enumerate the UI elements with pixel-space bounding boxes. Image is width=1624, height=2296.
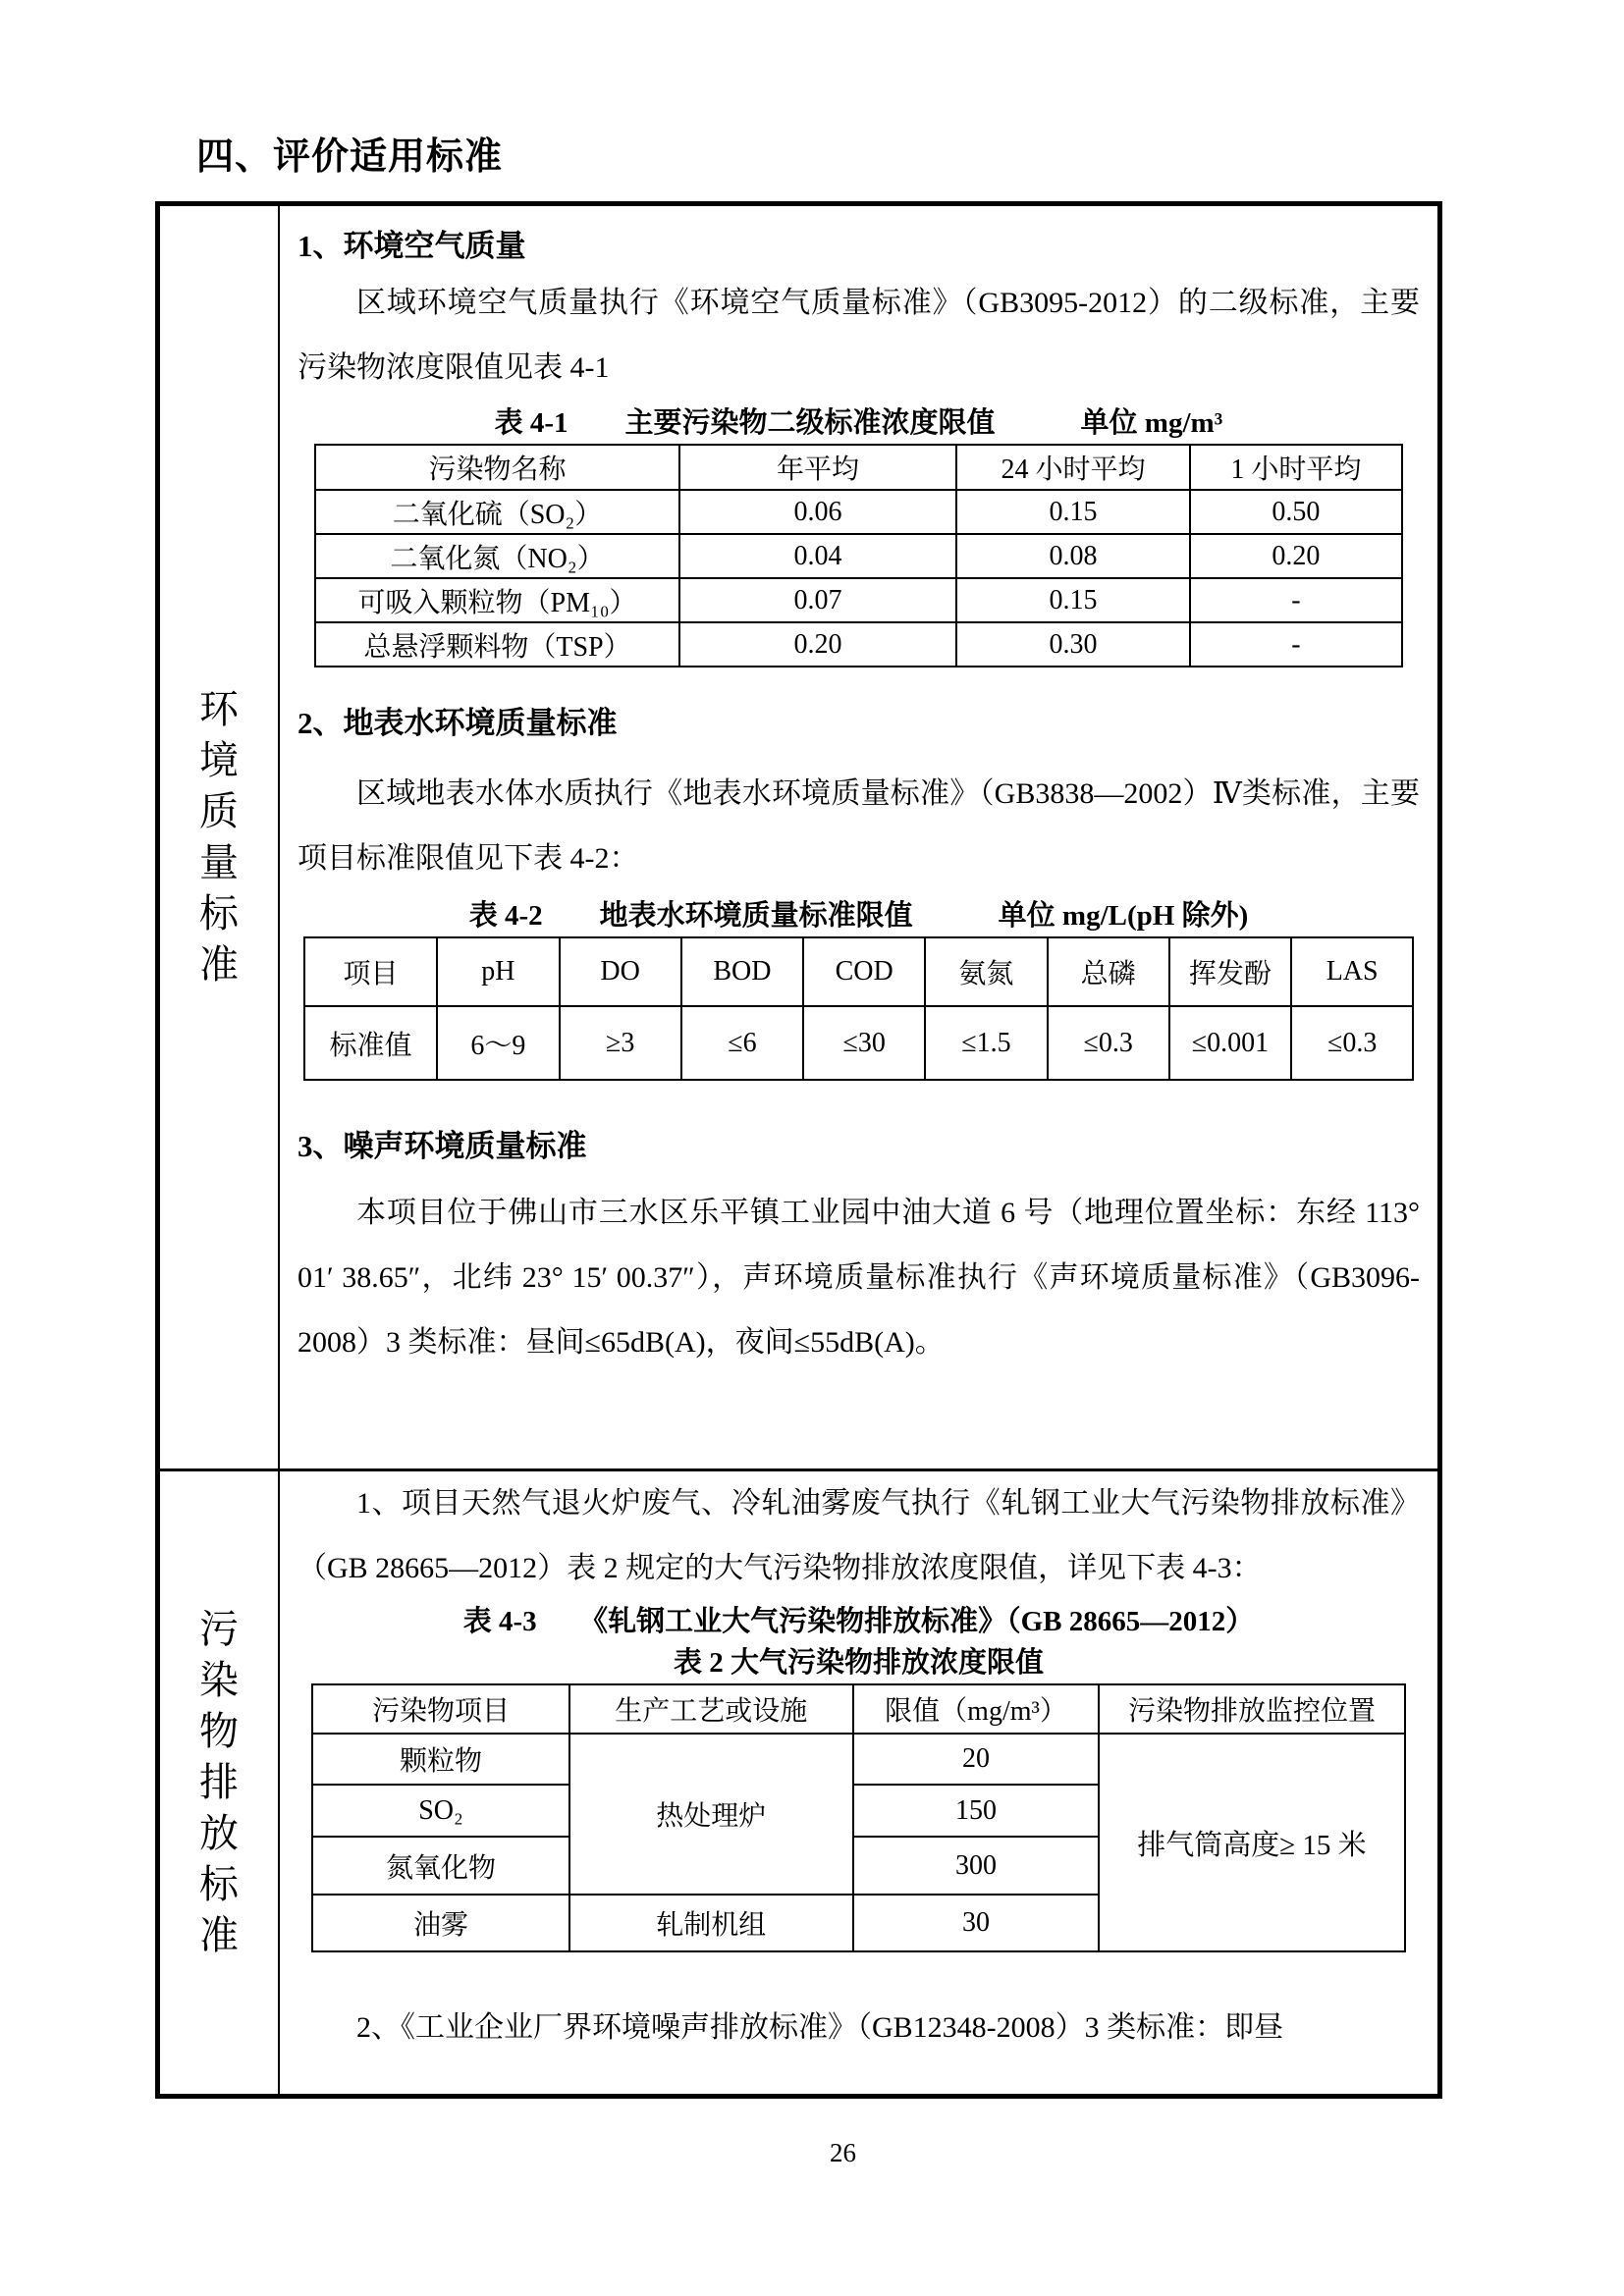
table-header-cell: pH: [437, 937, 559, 1006]
table-cell: 标准值: [304, 1006, 438, 1080]
table-row: [315, 490, 1402, 534]
table-header-cell: 年平均: [679, 445, 956, 490]
emission-paragraph-1: 1、项目天然气退火炉废气、冷轧油雾废气执行《轧钢工业大气污染物排放标准》（GB 28665—2012）表 2 规定的大气污染物排放浓度限值，详见下表 4-3：: [298, 1487, 1420, 1584]
table-cell: 氮氧化物: [312, 1837, 568, 1895]
table-header-cell: 24 小时平均: [956, 445, 1190, 490]
noise-quality-paragraph: 本项目位于佛山市三水区乐平镇工业园中油大道 6 号（地理位置坐标：东经 113° 01′ 38.65″，北纬 23° 15′ 00.37″），声环境质量标准执行《声环境质量标准》（GB3096-2008）3 类标准：昼间≤65dB(A)，夜间≤55dB(A)。: [298, 1197, 1420, 1359]
standards-outer-table: [155, 201, 1442, 2099]
table-row: [315, 622, 1402, 667]
table-cell: -: [1190, 578, 1402, 622]
table-cell: 0.06: [679, 490, 956, 534]
table-header-cell: 生产工艺或设施: [569, 1684, 853, 1734]
table-cell: 总悬浮颗料物（TSP）: [315, 622, 679, 667]
table-cell: 0.04: [679, 534, 956, 578]
table-cell: 20: [853, 1734, 1099, 1785]
table-4-3-caption-line2: 表 2 大气污染物排放浓度限值: [673, 1647, 1044, 1679]
table-header-cell: BOD: [681, 937, 803, 1006]
emission-label-cell: [160, 1471, 280, 2094]
table-cell: 30: [853, 1895, 1099, 1951]
table-4-3: [311, 1683, 1405, 1952]
table-row: [312, 1684, 1404, 1734]
table-cell: 0.08: [956, 534, 1190, 578]
table-header-cell: 氨氮: [925, 937, 1047, 1006]
water-quality-heading: 2、地表水环境质量标准: [298, 706, 618, 740]
table-cell: 0.50: [1190, 490, 1402, 534]
quality-label-cell: [160, 206, 280, 1468]
table-4-2: [303, 936, 1415, 1081]
table-4-3-caption-line1: 表 4-3 《轧钢工业大气污染物排放标准》（GB 28665—2012）: [462, 1606, 1255, 1637]
page-number: 26: [830, 2138, 856, 2167]
table-cell: ≤1.5: [925, 1006, 1047, 1080]
table-cell: 0.20: [1190, 534, 1402, 578]
table-row: [312, 1734, 1404, 1785]
table-cell: 300: [853, 1837, 1099, 1895]
table-cell: ≤0.3: [1291, 1006, 1413, 1080]
quality-section-label: 环境质量标准: [199, 687, 239, 987]
table-cell: 可吸入颗粒物（PM₁₀）: [315, 578, 679, 622]
table-cell: 0.15: [956, 578, 1190, 622]
quality-section-content: [280, 206, 1437, 1468]
table-row: [315, 534, 1402, 578]
table-header-cell: 项目: [304, 937, 438, 1006]
table-header-cell: 限值（mg/m³）: [853, 1684, 1099, 1734]
table-row: [304, 1006, 1414, 1080]
air-quality-heading: 1、环境空气质量: [298, 229, 526, 263]
table-cell: ≤0.3: [1048, 1006, 1169, 1080]
table-cell: 0.30: [956, 622, 1190, 667]
water-quality-paragraph: 区域地表水体水质执行《地表水环境质量标准》（GB3838—2002）Ⅳ类标准，主要项目标准限值见下表 4-2：: [298, 777, 1420, 875]
table-cell-monitor-position: 排气筒高度≥ 15 米: [1099, 1734, 1405, 1951]
noise-quality-heading: 3、噪声环境质量标准: [298, 1129, 587, 1163]
section-pollutant-emission: [160, 1471, 1437, 2094]
table-header-cell: 污染物排放监控位置: [1099, 1684, 1405, 1734]
table-header-cell: DO: [560, 937, 681, 1006]
table-cell: 0.07: [679, 578, 956, 622]
emission-section-label: 污染物排放标准: [199, 1607, 239, 1957]
table-cell: SO₂: [312, 1785, 568, 1837]
table-cell: ≤6: [681, 1006, 803, 1080]
page-title: 四、评价适用标准: [196, 136, 504, 178]
table-4-1-caption: 表 4-1 主要污染物二级标准浓度限值 单位 mg/m³: [494, 407, 1223, 439]
table-cell: 二氧化硫（SO₂）: [315, 490, 679, 534]
table-cell: ≤0.001: [1169, 1006, 1291, 1080]
table-4-1: [314, 444, 1403, 667]
table-cell: 150: [853, 1785, 1099, 1837]
table-cell: 颗粒物: [312, 1734, 568, 1785]
table-cell-facility-heat: 热处理炉: [569, 1734, 853, 1895]
table-header-cell: 污染物名称: [315, 445, 679, 490]
table-row: [315, 445, 1402, 490]
table-cell: 0.15: [956, 490, 1190, 534]
table-header-cell: 污染物项目: [312, 1684, 568, 1734]
table-row: [315, 578, 1402, 622]
table-header-cell: 1 小时平均: [1190, 445, 1402, 490]
emission-section-content: [280, 1471, 1437, 2094]
section-environmental-quality: [160, 206, 1437, 1471]
table-cell-facility-mill: 轧制机组: [569, 1895, 853, 1951]
table-cell: ≥3: [560, 1006, 681, 1080]
table-4-2-caption: 表 4-2 地表水环境质量标准限值 单位 mg/L(pH 除外): [468, 900, 1249, 932]
table-header-cell: COD: [803, 937, 925, 1006]
table-row: [304, 937, 1414, 1006]
table-cell: 二氧化氮（NO₂）: [315, 534, 679, 578]
table-header-cell: 挥发酚: [1169, 937, 1291, 1006]
table-header-cell: 总磷: [1048, 937, 1169, 1006]
table-cell: ≤30: [803, 1006, 925, 1080]
table-cell: 油雾: [312, 1895, 568, 1951]
table-header-cell: LAS: [1291, 937, 1413, 1006]
air-quality-paragraph: 区域环境空气质量执行《环境空气质量标准》（GB3095-2012）的二级标准，主要污染物浓度限值见表 4-1: [298, 287, 1420, 384]
emission-paragraph-2: 2、《工业企业厂界环境噪声排放标准》（GB12348-2008）3 类标准：即昼: [356, 2011, 1284, 2044]
table-cell: -: [1190, 622, 1402, 667]
table-cell: 6～9: [437, 1006, 559, 1080]
table-cell: 0.20: [679, 622, 956, 667]
